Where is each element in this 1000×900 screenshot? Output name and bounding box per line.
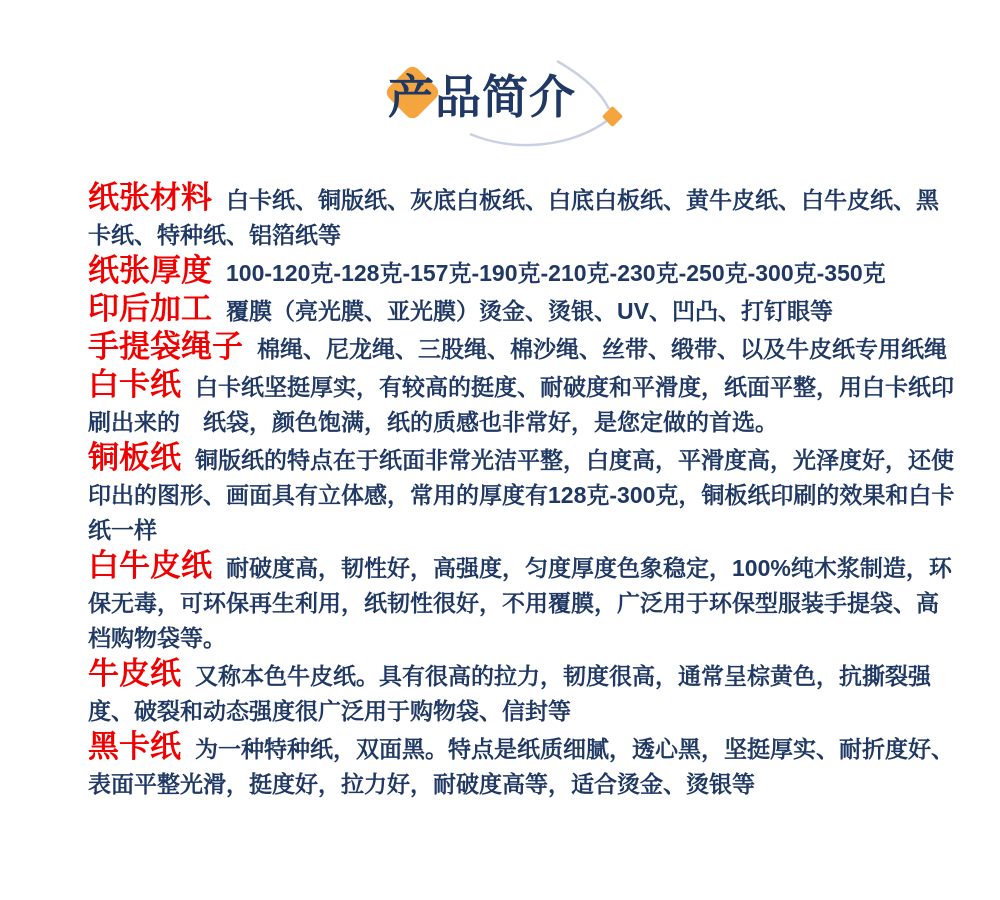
- row-paper-thickness: [88, 253, 956, 291]
- small-diamond-icon: [602, 106, 623, 127]
- row-paper-material: [88, 180, 956, 253]
- row-bag-rope: [88, 329, 956, 367]
- spec-text-bag-rope: 棉绳、尼龙绳、三股绳、棉沙绳、丝带、缎带、以及牛皮纸专用纸绳: [257, 336, 947, 362]
- spec-text-white-cardboard: 白卡纸坚挺厚实，有较高的挺度、耐破度和平滑度，纸面平整，用白卡纸印刷出来的 纸袋，颜色饱满，纸的质感也非常好，是您定做的首选。: [88, 374, 954, 435]
- spec-label-bag-rope: 手提袋绳子: [88, 329, 243, 364]
- section-header: [0, 0, 1000, 180]
- spec-label-kraft: 牛皮纸: [88, 656, 181, 691]
- row-black-cardboard: [88, 729, 956, 802]
- spec-text-kraft: 又称本色牛皮纸。具有很高的拉力，韧度很高，通常呈棕黄色，抗撕裂强度、破裂和动态强度很广泛用于购物袋、信封等: [88, 663, 931, 724]
- spec-label-white-cardboard: 白卡纸: [88, 367, 181, 402]
- spec-text-white-kraft: 耐破度高，韧性好，高强度，匀度厚度色象稳定，100%纯木浆制造，环保无毒，可环保再生利用，纸韧性很好，不用覆膜，广泛用于环保型服装手提袋、高档购物袋等。: [88, 555, 952, 651]
- row-kraft: [88, 656, 956, 729]
- page-title: 产品简介: [388, 71, 576, 123]
- spec-text-coated-paper: 铜版纸的特点在于纸面非常光洁平整，白度高，平滑度高，光泽度好，还使印出的图形、画面具有立体感，常用的厚度有128克-300克，铜板纸印刷的效果和白卡纸一样: [88, 447, 955, 543]
- row-post-press: [88, 291, 956, 329]
- spec-text-paper-thickness: 100-120克-128克-157克-190克-210克-230克-250克-300克-350克: [226, 260, 886, 286]
- spec-label-coated-paper: 铜板纸: [88, 440, 181, 475]
- spec-label-paper-thickness: 纸张厚度: [88, 253, 212, 288]
- row-white-cardboard: [88, 367, 956, 440]
- spec-label-paper-material: 纸张材料: [88, 180, 212, 215]
- spec-label-black-cardboard: 黑卡纸: [88, 729, 181, 764]
- row-coated-paper: [88, 440, 956, 548]
- spec-text-black-cardboard: 为一种特种纸，双面黑。特点是纸质细腻，透心黑，坚挺厚实、耐折度好、表面平整光滑，挺度好，拉力好，耐破度高等，适合烫金、烫银等: [88, 736, 954, 797]
- spec-text-paper-material: 白卡纸、铜版纸、灰底白板纸、白底白板纸、黄牛皮纸、白牛皮纸、黑卡纸、特种纸、铝箔纸等: [88, 187, 939, 248]
- product-intro-content: [88, 180, 956, 802]
- spec-label-white-kraft: 白牛皮纸: [88, 548, 212, 583]
- spec-label-post-press: 印后加工: [88, 291, 212, 326]
- spec-text-post-press: 覆膜（亮光膜、亚光膜）烫金、烫银、UV、凹凸、打钉眼等: [226, 298, 833, 324]
- row-white-kraft: [88, 548, 956, 656]
